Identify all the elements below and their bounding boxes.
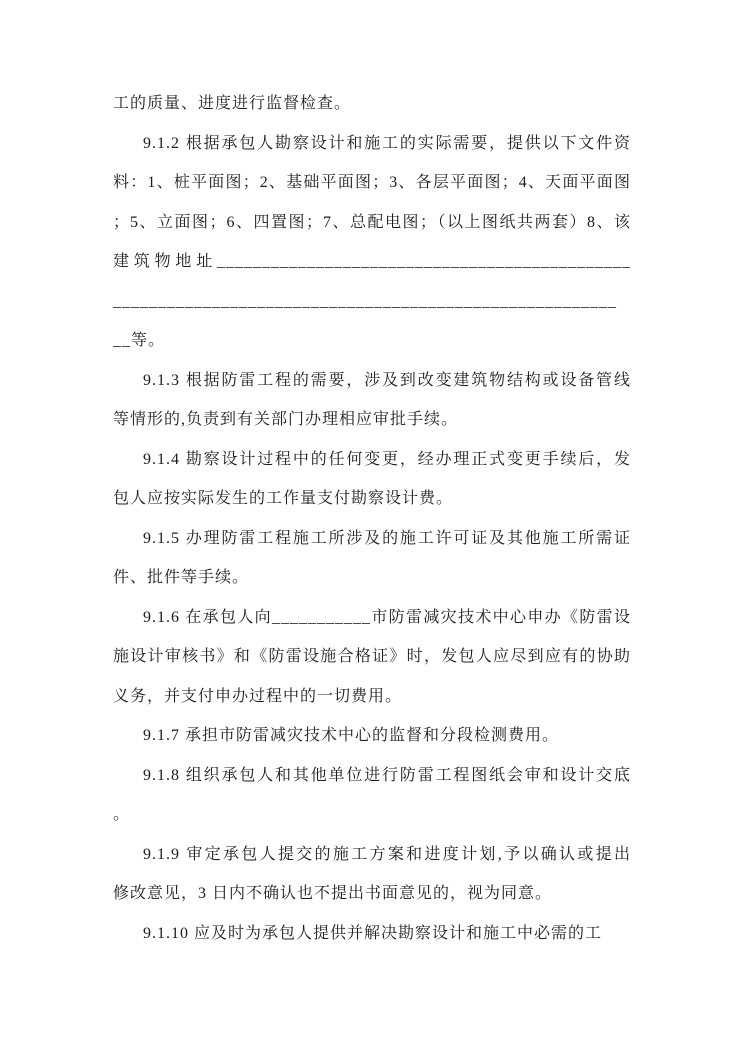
paragraph [113, 756, 631, 835]
paragraph [113, 124, 631, 361]
text-line: ；5、立面图；6、四置图；7、总配电图；（以上图纸共两套）8、该 [113, 213, 631, 231]
text-line: 料：1、桩平面图；2、基础平面图；3、各层平面图；4、天面平面图 [113, 174, 631, 191]
paragraph [113, 914, 631, 954]
text-line: 件、批件等手续。 [113, 569, 250, 586]
paragraph [113, 440, 631, 519]
text-line: 9.1.9 审定承包人提交的施工方案和进度计划,予以确认或提出 [143, 845, 631, 863]
paragraph [113, 519, 631, 598]
paragraph [113, 361, 631, 440]
text-line: 施设计审核书》和《防雷设施合格证》时，发包人应尽到应有的协助 [113, 648, 631, 665]
text-line: 9.1.10 应及时为承包人提供并解决勘察设计和施工中必需的工 [143, 924, 603, 942]
text-line: 9.1.3 根据防雷工程的需要，涉及到改变建筑物结构或设备管线 [143, 371, 631, 389]
text-line: 9.1.2 根据承包人勘察设计和施工的实际需要，提供以下文件资 [143, 134, 631, 152]
text-line: 9.1.8 组织承包人和其他单位进行防雷工程图纸会审和设计交底 [143, 766, 631, 784]
text-line: 等情形的,负责到有关部门办理相应审批手续。 [113, 411, 459, 428]
text-line: 9.1.6 在承包人向___________市防雷减灾技术中心申办《防雷设 [143, 608, 631, 626]
paragraph [113, 716, 631, 756]
paragraph [113, 835, 631, 914]
text-line: 9.1.7 承担市防雷减灾技术中心的监督和分段检测费用。 [143, 727, 560, 744]
text-line: 9.1.5 办理防雷工程施工所涉及的施工许可证及其他施工所需证 [143, 529, 631, 547]
text-line: 修改意见，3 日内不确认也不提出书面意见的，视为同意。 [113, 885, 553, 902]
paragraph [113, 598, 631, 717]
text-line: 义务，并支付申办过程中的一切费用。 [113, 687, 403, 705]
document-body [113, 84, 631, 953]
text-line: __等。 [113, 332, 166, 349]
text-line: 工的质量、进度进行监督检查。 [113, 95, 352, 112]
text-line: ________________________________________________________ [113, 292, 617, 310]
text-line: 。 [113, 806, 131, 823]
paragraph [113, 84, 631, 124]
text-line: 包人应按实际发生的工作量支付勘察设计费。 [113, 490, 454, 507]
text-line: 建筑物地址______________________________________________ [113, 253, 631, 270]
text-line: 9.1.4 勘察设计过程中的任何变更，经办理正式变更手续后，发 [143, 450, 631, 468]
